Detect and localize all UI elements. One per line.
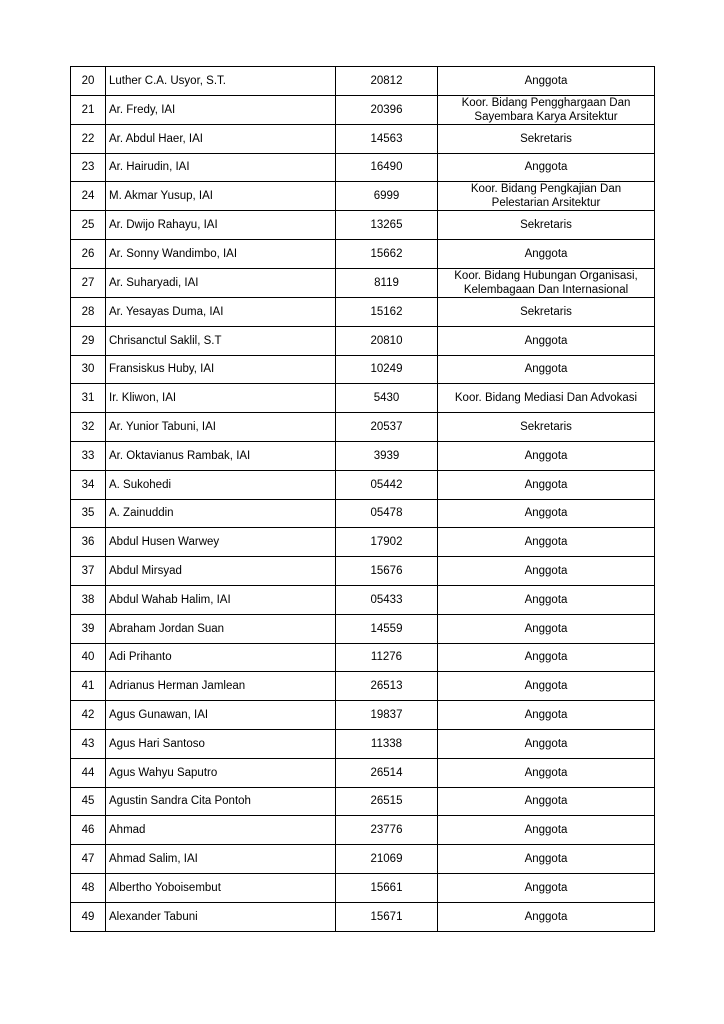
table-row <box>71 153 655 182</box>
member-name: Adrianus Herman Jamlean <box>106 672 336 701</box>
member-id: 05442 <box>336 470 438 499</box>
member-role: Anggota <box>438 729 655 758</box>
row-number: 28 <box>71 297 106 326</box>
table-row <box>71 268 655 297</box>
row-number: 48 <box>71 873 106 902</box>
member-role: Anggota <box>438 240 655 269</box>
member-role: Anggota <box>438 67 655 96</box>
member-role: Anggota <box>438 470 655 499</box>
row-number: 35 <box>71 499 106 528</box>
table-row <box>71 701 655 730</box>
table-row <box>71 211 655 240</box>
member-id: 11338 <box>336 729 438 758</box>
member-table <box>70 66 655 932</box>
member-name: Ar. Abdul Haer, IAI <box>106 124 336 153</box>
table-row <box>71 729 655 758</box>
member-id: 15162 <box>336 297 438 326</box>
member-role: Koor. Bidang Pengghargaan Dan Sayembara Karya Arsitektur <box>438 95 655 124</box>
table-row <box>71 816 655 845</box>
table-row <box>71 67 655 96</box>
table-row <box>71 614 655 643</box>
member-name: Adi Prihanto <box>106 643 336 672</box>
table-row <box>71 384 655 413</box>
member-role: Anggota <box>438 758 655 787</box>
table-row <box>71 672 655 701</box>
member-name: Ar. Hairudin, IAI <box>106 153 336 182</box>
member-id: 8119 <box>336 268 438 297</box>
member-role: Anggota <box>438 873 655 902</box>
table-row <box>71 528 655 557</box>
member-role: Anggota <box>438 585 655 614</box>
member-id: 14559 <box>336 614 438 643</box>
row-number: 38 <box>71 585 106 614</box>
member-role: Anggota <box>438 557 655 586</box>
member-name: Ir. Kliwon, IAI <box>106 384 336 413</box>
row-number: 29 <box>71 326 106 355</box>
member-id: 14563 <box>336 124 438 153</box>
member-role: Koor. Bidang Pengkajian Dan Pelestarian Arsitektur <box>438 182 655 211</box>
row-number: 31 <box>71 384 106 413</box>
member-role: Anggota <box>438 643 655 672</box>
member-name: Abdul Husen Warwey <box>106 528 336 557</box>
row-number: 21 <box>71 95 106 124</box>
member-name: Abdul Wahab Halim, IAI <box>106 585 336 614</box>
member-role: Anggota <box>438 787 655 816</box>
member-name: A. Sukohedi <box>106 470 336 499</box>
member-role: Anggota <box>438 701 655 730</box>
member-id: 17902 <box>336 528 438 557</box>
member-name: Chrisanctul Saklil, S.T <box>106 326 336 355</box>
member-role: Koor. Bidang Hubungan Organisasi, Kelembagaan Dan Internasional <box>438 268 655 297</box>
member-name: Luther C.A. Usyor, S.T. <box>106 67 336 96</box>
table-row <box>71 326 655 355</box>
member-id: 10249 <box>336 355 438 384</box>
member-id: 16490 <box>336 153 438 182</box>
member-name: Ahmad <box>106 816 336 845</box>
row-number: 39 <box>71 614 106 643</box>
member-role: Sekretaris <box>438 413 655 442</box>
table-row <box>71 413 655 442</box>
row-number: 40 <box>71 643 106 672</box>
member-name: Ar. Fredy, IAI <box>106 95 336 124</box>
row-number: 37 <box>71 557 106 586</box>
table-row <box>71 873 655 902</box>
member-role: Anggota <box>438 672 655 701</box>
row-number: 34 <box>71 470 106 499</box>
member-name: Albertho Yoboisembut <box>106 873 336 902</box>
member-id: 26514 <box>336 758 438 787</box>
row-number: 41 <box>71 672 106 701</box>
member-id: 11276 <box>336 643 438 672</box>
row-number: 49 <box>71 902 106 931</box>
member-name: Ar. Yesayas Duma, IAI <box>106 297 336 326</box>
row-number: 42 <box>71 701 106 730</box>
member-role: Anggota <box>438 326 655 355</box>
row-number: 45 <box>71 787 106 816</box>
member-name: Ar. Dwijo Rahayu, IAI <box>106 211 336 240</box>
member-name: Ar. Oktavianus Rambak, IAI <box>106 441 336 470</box>
member-id: 15676 <box>336 557 438 586</box>
row-number: 46 <box>71 816 106 845</box>
member-role: Anggota <box>438 153 655 182</box>
member-id: 20396 <box>336 95 438 124</box>
table-row <box>71 845 655 874</box>
member-name: Ahmad Salim, IAI <box>106 845 336 874</box>
member-id: 15661 <box>336 873 438 902</box>
table-row <box>71 182 655 211</box>
row-number: 26 <box>71 240 106 269</box>
row-number: 24 <box>71 182 106 211</box>
row-number: 25 <box>71 211 106 240</box>
table-row <box>71 441 655 470</box>
member-id: 13265 <box>336 211 438 240</box>
row-number: 27 <box>71 268 106 297</box>
table-row <box>71 124 655 153</box>
member-name: Agustin Sandra Cita Pontoh <box>106 787 336 816</box>
table-row <box>71 787 655 816</box>
member-name: Alexander Tabuni <box>106 902 336 931</box>
member-id: 05478 <box>336 499 438 528</box>
member-id: 19837 <box>336 701 438 730</box>
row-number: 33 <box>71 441 106 470</box>
row-number: 22 <box>71 124 106 153</box>
table-row <box>71 355 655 384</box>
member-role: Anggota <box>438 902 655 931</box>
row-number: 32 <box>71 413 106 442</box>
member-id: 23776 <box>336 816 438 845</box>
member-id: 15671 <box>336 902 438 931</box>
member-name: Ar. Suharyadi, IAI <box>106 268 336 297</box>
table-row <box>71 643 655 672</box>
member-table-body <box>71 67 655 932</box>
member-role: Anggota <box>438 441 655 470</box>
member-role: Anggota <box>438 816 655 845</box>
member-role: Anggota <box>438 614 655 643</box>
member-id: 26515 <box>336 787 438 816</box>
row-number: 47 <box>71 845 106 874</box>
row-number: 36 <box>71 528 106 557</box>
member-role: Anggota <box>438 355 655 384</box>
member-id: 3939 <box>336 441 438 470</box>
member-name: Ar. Yunior Tabuni, IAI <box>106 413 336 442</box>
member-role: Anggota <box>438 845 655 874</box>
member-role: Sekretaris <box>438 211 655 240</box>
table-row <box>71 240 655 269</box>
member-name: Abraham Jordan Suan <box>106 614 336 643</box>
member-id: 21069 <box>336 845 438 874</box>
member-id: 20810 <box>336 326 438 355</box>
row-number: 23 <box>71 153 106 182</box>
row-number: 44 <box>71 758 106 787</box>
member-id: 6999 <box>336 182 438 211</box>
member-id: 05433 <box>336 585 438 614</box>
member-role: Anggota <box>438 528 655 557</box>
member-name: Fransiskus Huby, IAI <box>106 355 336 384</box>
table-row <box>71 758 655 787</box>
member-role: Anggota <box>438 499 655 528</box>
member-role: Sekretaris <box>438 297 655 326</box>
member-name: Agus Hari Santoso <box>106 729 336 758</box>
member-id: 20812 <box>336 67 438 96</box>
table-row <box>71 95 655 124</box>
member-id: 20537 <box>336 413 438 442</box>
member-name: Abdul Mirsyad <box>106 557 336 586</box>
table-row <box>71 585 655 614</box>
member-id: 26513 <box>336 672 438 701</box>
member-name: Agus Gunawan, IAI <box>106 701 336 730</box>
member-role: Sekretaris <box>438 124 655 153</box>
member-id: 5430 <box>336 384 438 413</box>
row-number: 20 <box>71 67 106 96</box>
table-row <box>71 499 655 528</box>
member-role: Koor. Bidang Mediasi Dan Advokasi <box>438 384 655 413</box>
table-row <box>71 902 655 931</box>
table-row <box>71 470 655 499</box>
row-number: 43 <box>71 729 106 758</box>
row-number: 30 <box>71 355 106 384</box>
member-name: A. Zainuddin <box>106 499 336 528</box>
member-name: M. Akmar Yusup, IAI <box>106 182 336 211</box>
member-name: Ar. Sonny Wandimbo, IAI <box>106 240 336 269</box>
table-row <box>71 297 655 326</box>
member-name: Agus Wahyu Saputro <box>106 758 336 787</box>
table-row <box>71 557 655 586</box>
member-id: 15662 <box>336 240 438 269</box>
